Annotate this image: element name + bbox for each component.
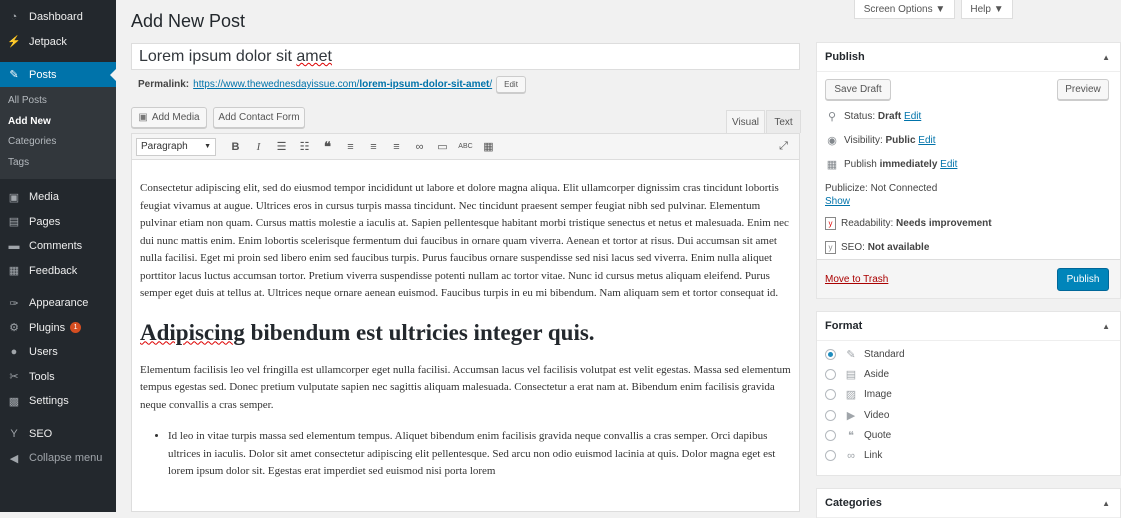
seo-score-icon: y: [825, 241, 836, 254]
collapse-arrow-icon[interactable]: ▲: [1102, 52, 1110, 62]
readability-label: Readability:: [841, 217, 897, 229]
eye-icon: ◉: [827, 134, 837, 147]
fullscreen-icon[interactable]: ⤢: [779, 140, 788, 152]
format-box: [816, 311, 1121, 476]
format-option-label: Quote: [864, 429, 892, 441]
editor-toolbar: [132, 134, 799, 160]
media-icon: ▣: [8, 191, 20, 204]
format-option-video[interactable]: [817, 405, 1120, 425]
format-option-label: Standard: [864, 348, 905, 360]
add-media-label: Add Media: [151, 112, 200, 123]
menu-label: Posts: [29, 68, 57, 81]
tab-text[interactable]: Text: [766, 110, 801, 133]
paragraph: Consectetur adipiscing elit, sed do eiusmod tempor incididunt ut labore et dolore magna aliqua. Elit ullamcorper dignissim cras tincidunt lobortis feugiat vivamus at augue. Ultrices eros in cursus turpis massa tincidunt. Nec tincidunt praesent semper feugiat nibh sed pulvinar. Elementum pulvinar etiam non quam. Cursus mattis molestie a iaculis at. Sapien pellentesque habitant morbi tristique senectus et netus et malesuada. Enim nec dui nunc mattis enim. Enim lobortis scelerisque fermentum dui faucibus in ornare quam viverra. Aenean et tortor at risus. Dui accumsan sit amet nulla facilisi. Eget mi proin sed libero enim sed faucibus turpis. Purus faucibus ornare suspendisse sed nisi lacus sed viverra. Enim nulla aliquet porttitor lacus luctus accumsan tortor. Pretium viverra suspendisse potenti nullam ac tortor vitae. Nunc id cursus metus aliquam eleifend. Purus semper eget duis at tellus at. Ultrices neque ornare aenean euismod. Faucibus turpis in eu mi bibendum. Nam aliquam sem et tortor consequat id.: [140, 182, 789, 299]
menu-label: Media: [29, 191, 59, 204]
menu-label: Collapse menu: [29, 452, 103, 465]
menu-label: Appearance: [29, 297, 89, 310]
seo-icon: Y: [10, 427, 18, 440]
format-option-image[interactable]: [817, 385, 1120, 405]
screen-options-button[interactable]: Screen Options ▼: [854, 0, 955, 19]
calendar-icon: ▦: [826, 158, 838, 171]
format-option-label: Link: [864, 450, 883, 462]
comments-icon: ▬: [8, 240, 20, 253]
jetpack-icon: ⚡: [7, 36, 21, 49]
menu-appearance[interactable]: [0, 291, 116, 316]
menu-label: Pages: [29, 215, 61, 228]
settings-icon: ▩: [8, 395, 20, 408]
menu-plugins[interactable]: [0, 316, 116, 341]
submenu-add-new[interactable]: Add New: [8, 115, 51, 127]
radio-button[interactable]: [825, 389, 836, 400]
insert-link-icon[interactable]: ∞: [415, 140, 424, 153]
post-editor[interactable]: [131, 133, 800, 512]
format-option-label: Image: [864, 389, 892, 401]
format-select[interactable]: [136, 138, 216, 156]
publish-box-title: Publish: [825, 51, 865, 63]
format-option-label: Video: [864, 409, 890, 421]
menu-tools[interactable]: [0, 365, 116, 390]
status-value: Draft: [877, 110, 902, 122]
help-button[interactable]: Help ▼: [961, 0, 1013, 19]
main-content: [116, 0, 1110, 512]
format-option-label: Aside: [864, 368, 890, 380]
menu-label: Users: [29, 346, 58, 359]
visibility-edit-link[interactable]: Edit: [918, 134, 936, 146]
format-option-quote[interactable]: [817, 425, 1120, 445]
menu-label: Tools: [29, 370, 55, 383]
status-row: [817, 104, 1120, 128]
paragraph: Elementum facilisis leo vel fringilla est ullamcorper eget nulla facilisi. Accumsan lacus vel facilisis volutpat est velit egestas. Massa sed elementum tempus egestas sed. Donec pretium vulputate sapien nec sagittis aliquam malesuada. Consectetur a erat nam at. Bibendum enim facilisis gravida neque convallis a cras semper.: [140, 363, 791, 411]
tab-visual[interactable]: Visual: [726, 110, 765, 133]
pin-icon: ⚲: [827, 110, 837, 123]
menu-feedback[interactable]: [0, 259, 116, 284]
media-icon: ▣: [138, 112, 148, 123]
pushpin-icon: ✎: [846, 348, 856, 361]
aside-icon: ▤: [845, 368, 857, 381]
menu-label: SEO: [29, 427, 53, 440]
publish-button[interactable]: Publish: [1057, 268, 1109, 291]
menu-label: Comments: [29, 240, 83, 253]
title-misspelled: amet: [296, 48, 332, 65]
menu-seo[interactable]: [0, 422, 116, 447]
move-to-trash-link[interactable]: Move to Trash: [825, 273, 889, 285]
feedback-icon: ▦: [8, 265, 20, 278]
permalink-link[interactable]: [193, 79, 492, 90]
permalink-label: Permalink:: [138, 79, 190, 90]
radio-button[interactable]: [825, 430, 836, 441]
post-title-input[interactable]: [131, 43, 800, 70]
menu-label: Dashboard: [29, 11, 83, 24]
seo-label: SEO:: [841, 241, 868, 253]
menu-posts[interactable]: [0, 62, 116, 87]
format-select-value: Paragraph: [141, 141, 188, 152]
publish-box: [816, 42, 1121, 299]
menu-pages[interactable]: [0, 210, 116, 235]
numbered-list-icon[interactable]: ☷: [299, 141, 310, 153]
permalink-row: [138, 76, 526, 93]
add-media-button[interactable]: [131, 107, 207, 128]
permalink-end: /: [489, 79, 493, 90]
list-item: • Id leo in vitae turpis massa sed elementum tempus. Aliquet bibendum enim facilisis gravida neque convallis a cras semper. Orci dapibus ultrices in iaculis. Dolor sit amet consectetur adipiscing elit pellentesque. Sed arcu non odio euismod lacinia at quis. Dolor magna eget est lorem ipsum dolor sit. Egestas erat imperdiet sed euismod nisi porta lorem: [168, 428, 791, 481]
menu-label: Plugins: [29, 321, 66, 334]
align-center-icon[interactable]: ≡: [370, 140, 377, 153]
visibility-value: Public: [885, 134, 916, 146]
preview-button[interactable]: Preview: [1057, 79, 1109, 100]
heading-rest: bibendum est ultricies integer quis.: [244, 319, 595, 345]
plugins-update-badge: 1: [70, 322, 81, 333]
tools-icon: ✂: [9, 371, 19, 384]
link-icon: ∞: [847, 449, 855, 462]
publicize-show-link[interactable]: Show: [825, 196, 851, 207]
dashboard-icon: ◔: [10, 11, 18, 24]
video-icon: ▶: [846, 409, 856, 422]
seo-value: Not available: [867, 241, 930, 253]
schedule-edit-link[interactable]: Edit: [940, 158, 958, 170]
categories-box-header[interactable]: [817, 489, 1120, 518]
status-label: Status:: [844, 110, 878, 122]
plugins-icon: ⚙: [9, 322, 19, 335]
radio-button[interactable]: [825, 410, 836, 421]
radio-button[interactable]: [825, 369, 836, 380]
menu-jetpack[interactable]: [0, 30, 116, 55]
format-option-standard[interactable]: [817, 344, 1120, 364]
visibility-row: [817, 128, 1120, 152]
schedule-label: Publish: [844, 158, 880, 170]
readability-row: [817, 211, 1120, 235]
menu-settings[interactable]: [0, 389, 116, 414]
spellcheck-icon[interactable]: ABC: [458, 143, 473, 150]
align-left-icon[interactable]: ≡: [347, 140, 354, 153]
format-option-aside[interactable]: [817, 364, 1120, 384]
menu-users[interactable]: [0, 340, 116, 365]
menu-media[interactable]: [0, 185, 116, 210]
content-heading: [140, 320, 791, 346]
visibility-label: Visibility:: [844, 134, 886, 146]
permalink-slug: lorem-ipsum-dolor-sit-amet: [359, 79, 490, 90]
permalink-base: https://www.thewednesdayissue.com/: [193, 79, 360, 90]
bulleted-list-icon[interactable]: ☰: [276, 141, 287, 153]
collapse-icon: ◀: [9, 452, 19, 465]
schedule-row: [817, 152, 1120, 176]
align-right-icon[interactable]: ≡: [393, 140, 400, 153]
menu-label: Feedback: [29, 264, 78, 277]
radio-button[interactable]: [825, 450, 836, 461]
title-text: Lorem ipsum dolor sit: [139, 48, 297, 65]
categories-box: [816, 488, 1121, 518]
seo-row: [817, 235, 1120, 259]
status-edit-link[interactable]: Edit: [904, 110, 922, 122]
radio-button[interactable]: [825, 349, 836, 360]
toolbar-toggle-icon[interactable]: ▦: [483, 141, 494, 153]
permalink-edit-button[interactable]: Edit: [496, 76, 526, 93]
users-icon: ●: [10, 346, 18, 359]
submenu-all-posts[interactable]: All Posts: [8, 95, 47, 106]
format-box-title: Format: [825, 320, 863, 332]
publicize-status: Publicize: Not Connected: [825, 183, 938, 194]
format-box-header[interactable]: [817, 312, 1120, 341]
menu-comments[interactable]: [0, 234, 116, 259]
blockquote-icon[interactable]: ❝: [324, 138, 331, 154]
image-icon: ▨: [845, 389, 857, 402]
admin-sidebar: [0, 0, 116, 512]
pin-icon: ✎: [9, 69, 19, 81]
page-title: Add New Post: [131, 11, 246, 31]
add-contact-form-button[interactable]: Add Contact Form: [213, 107, 305, 128]
readability-icon: y: [825, 217, 836, 230]
bold-icon[interactable]: B: [231, 140, 240, 153]
format-option-link[interactable]: [817, 445, 1120, 465]
posts-submenu: [0, 87, 116, 179]
chevron-down-icon: ▼: [204, 143, 211, 150]
menu-label: Jetpack: [29, 35, 67, 48]
quote-icon: ❝: [848, 429, 854, 442]
publish-box-header[interactable]: [817, 43, 1120, 72]
italic-icon[interactable]: I: [256, 140, 261, 153]
insert-more-icon[interactable]: ▭: [437, 141, 448, 153]
menu-dashboard[interactable]: [0, 5, 116, 30]
bullet-list: [140, 428, 791, 481]
pages-icon: ▤: [8, 216, 20, 229]
collapse-arrow-icon[interactable]: ▲: [1102, 321, 1110, 331]
menu-collapse[interactable]: [0, 446, 116, 471]
submenu-tags[interactable]: Tags: [8, 156, 30, 168]
schedule-value: immediately: [879, 158, 938, 170]
menu-label: Settings: [29, 395, 69, 408]
categories-box-title: Categories: [825, 497, 882, 509]
heading-misspelled: Adipiscing: [140, 319, 245, 345]
save-draft-button[interactable]: Save Draft: [825, 79, 891, 100]
editor-content: [132, 160, 799, 481]
collapse-arrow-icon[interactable]: ▲: [1102, 498, 1110, 508]
readability-value: Needs improvement: [896, 217, 992, 229]
appearance-icon: ✑: [9, 297, 19, 310]
submenu-categories[interactable]: Categories: [8, 136, 57, 147]
